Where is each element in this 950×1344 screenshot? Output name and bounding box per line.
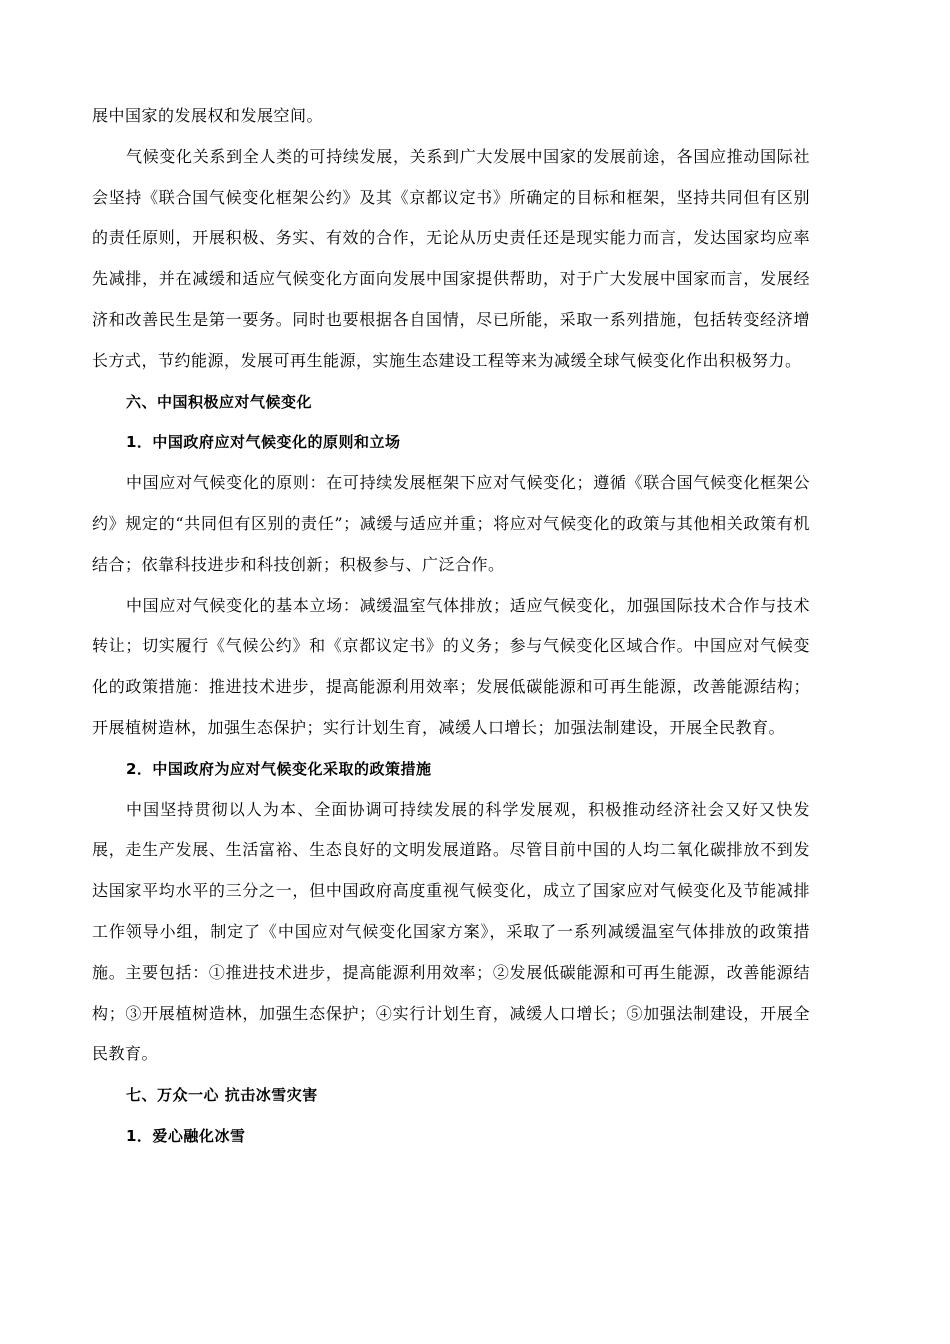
paragraph-principles: 中国应对气候变化的原则：在可持续发展框架下应对气候变化；遵循《联合国气候变化框架公约》规定的“共同但有区别的责任”；减缓与适应并重；将应对气候变化的政策与其他相关政策有机结合；依靠科技进步和科技创新；积极参与、广泛合作。	[92, 473, 810, 574]
subheading-policy-measures: 2．中国政府为应对气候变化采取的政策措施	[126, 759, 432, 778]
document-body	[92, 96, 810, 1157]
subheading-love-melts-ice: 1．爱心融化冰雪	[126, 1126, 246, 1145]
section-heading-six: 六、中国积极应对气候变化	[126, 392, 313, 411]
paragraph-continuation: 展中国家的发展权和发展空间。	[92, 106, 324, 125]
subheading-principles: 1．中国政府应对气候变化的原则和立场	[126, 433, 401, 452]
section-heading-seven: 七、万众一心 抗击冰雪灾害	[126, 1086, 318, 1105]
paragraph-policy-measures: 中国坚持贯彻以人为本、全面协调可持续发展的科学发展观，积极推动经济社会又好又快发展，走生产发展、生活富裕、生态良好的文明发展道路。尽管目前中国的人均二氧化碳排放不到发达国家平均水平的三分之一，但中国政府高度重视气候变化，成立了国家应对气候变化及节能减排工作领导小组，制定了《中国应对气候变化国家方案》，采取了一系列减缓温室气体排放的政策措施。主要包括：①推进技术进步，提高能源利用效率；②发展低碳能源和可再生能源，改善能源结构；③开展植树造林，加强生态保护；④实行计划生育，减缓人口增长；⑤加强法制建设，开展全民教育。	[92, 799, 810, 1064]
paragraph-position: 中国应对气候变化的基本立场：减缓温室气体排放；适应气候变化，加强国际技术合作与技术转让；切实履行《气候公约》和《京都议定书》的义务；参与气候变化区域合作。中国应对气候变化的政策措施：推进技术进步，提高能源利用效率；发展低碳能源和可再生能源，改善能源结构；开展植树造林，加强生态保护；实行计划生育，减缓人口增长；加强法制建设，开展全民教育。	[92, 595, 810, 737]
paragraph-climate-development: 气候变化关系到全人类的可持续发展，关系到广大发展中国家的发展前途，各国应推动国际社会坚持《联合国气候变化框架公约》及其《京都议定书》所确定的目标和框架，坚持共同但有区别的责任原则，开展积极、务实、有效的合作，无论从历史责任还是现实能力而言，发达国家均应率先减排，并在减缓和适应气候变化方面向发展中国家提供帮助，对于广大发展中国家而言，发展经济和改善民生是第一要务。同时也要根据各自国情，尽已所能，采取一系列措施，包括转变经济增长方式，节约能源，发展可再生能源，实施生态建设工程等来为减缓全球气候变化作出积极努力。	[92, 146, 810, 370]
